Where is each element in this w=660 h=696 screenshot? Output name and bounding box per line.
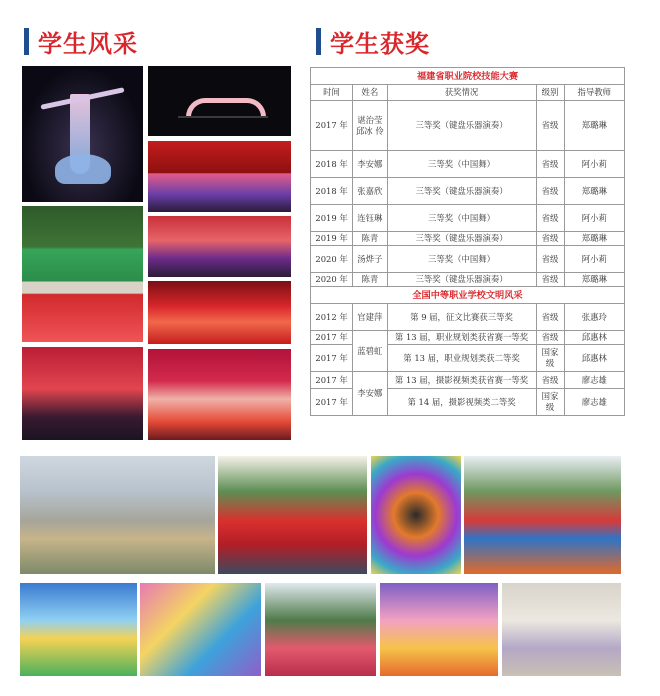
cell-desc: 三等奖（键盘乐器演奏） — [387, 101, 536, 151]
dance-solo-photo — [22, 66, 143, 202]
stage-group-photo — [148, 141, 291, 212]
table-header-row — [311, 85, 625, 101]
cell-level: 省级 — [536, 304, 564, 331]
cell-teacher: 阿小莉 — [564, 246, 624, 273]
cell-desc: 三等奖（键盘乐器演奏） — [387, 232, 536, 246]
cell-name: 李安娜 — [353, 372, 388, 416]
col-header: 指导教师 — [564, 85, 624, 101]
outdoor-dance-photo — [22, 206, 143, 342]
cell-teacher: 阿小莉 — [564, 205, 624, 232]
cartoon-painting-photo — [140, 583, 261, 676]
title-accent-bar — [316, 28, 321, 55]
right-section-title: 学生获奖 — [330, 30, 430, 58]
cell-year: 2020 年 — [311, 273, 353, 287]
col-header: 级别 — [536, 85, 564, 101]
cell-teacher: 郑璐琳 — [564, 273, 624, 287]
cell-level: 省级 — [536, 372, 564, 389]
cell-name: 连钰琳 — [353, 205, 388, 232]
cell-year: 2019 年 — [311, 205, 353, 232]
cell-year: 2017 年 — [311, 331, 353, 345]
cell-year: 2020 年 — [311, 246, 353, 273]
title-accent-bar — [24, 28, 29, 55]
cell-year: 2019 年 — [311, 232, 353, 246]
cell-teacher: 廖志雄 — [564, 389, 624, 416]
cell-desc: 第 14 届，摄影视频类二等奖 — [387, 389, 536, 416]
cell-year: 2012 年 — [311, 304, 353, 331]
cell-desc: 第 13 届，职业规划类获省赛一等奖 — [387, 331, 536, 345]
cell-name: 谌治莹 邱冰 伶 — [353, 101, 388, 151]
ink-painting-photo — [502, 583, 621, 676]
cell-name: 陈青 — [353, 273, 388, 287]
cell-name: 蓝碧虹 — [353, 331, 388, 372]
table-row — [311, 273, 625, 287]
col-header: 获奖情况 — [387, 85, 536, 101]
cell-name: 陈青 — [353, 232, 388, 246]
cell-level: 省级 — [536, 273, 564, 287]
table-caption-row — [311, 68, 625, 85]
cell-year: 2018 年 — [311, 178, 353, 205]
cell-teacher: 郑璐琳 — [564, 232, 624, 246]
table-caption: 福建省职业院校技能大赛 — [311, 68, 625, 85]
table-row — [311, 232, 625, 246]
cell-teacher: 廖志雄 — [564, 372, 624, 389]
left-section-title: 学生风采 — [38, 30, 138, 58]
cell-desc: 三等奖（中国舞） — [387, 205, 536, 232]
cell-year: 2017 年 — [311, 345, 353, 372]
cell-desc: 三等奖（中国舞） — [387, 246, 536, 273]
awards-table — [310, 67, 625, 416]
cell-level: 国家级 — [536, 345, 564, 372]
cell-level: 省级 — [536, 331, 564, 345]
painted-umbrella-photo — [371, 456, 461, 574]
cat-painting-photo — [380, 583, 498, 676]
cell-teacher: 阿小莉 — [564, 151, 624, 178]
table-row — [311, 205, 625, 232]
cell-level: 省级 — [536, 151, 564, 178]
cell-desc: 三等奖（中国舞） — [387, 151, 536, 178]
table-row — [311, 331, 625, 345]
cell-year: 2017 年 — [311, 372, 353, 389]
car-painting-photo — [20, 583, 137, 676]
competition-stage-photo — [22, 347, 143, 440]
cell-desc: 第 13 届，摄影视频类获省赛一等奖 — [387, 372, 536, 389]
cell-desc: 三等奖（键盘乐器演奏） — [387, 273, 536, 287]
right-section-header — [316, 24, 430, 59]
cell-level: 省级 — [536, 232, 564, 246]
red-stage-photo — [148, 281, 291, 344]
cell-level: 省级 — [536, 101, 564, 151]
cell-name: 汤烨子 — [353, 246, 388, 273]
stage-performance-photo — [148, 216, 291, 277]
table-row — [311, 372, 625, 389]
cell-level: 省级 — [536, 246, 564, 273]
cell-name: 官建萍 — [353, 304, 388, 331]
cell-desc: 第 13 届，职业规划类获二等奖 — [387, 345, 536, 372]
col-header: 时间 — [311, 85, 353, 101]
cell-teacher: 邱惠林 — [564, 345, 624, 372]
table-row — [311, 101, 625, 151]
cell-teacher: 张惠玲 — [564, 304, 624, 331]
cell-year: 2017 年 — [311, 389, 353, 416]
fashion-show-photo — [20, 456, 215, 574]
dance-backbend-photo — [148, 66, 291, 136]
table-caption-row — [311, 287, 625, 304]
cell-name: 李安娜 — [353, 151, 388, 178]
cell-teacher: 郑璐琳 — [564, 101, 624, 151]
table-row — [311, 178, 625, 205]
cell-level: 省级 — [536, 178, 564, 205]
cell-desc: 第 9 届，征文比赛获三等奖 — [387, 304, 536, 331]
cell-name: 张嘉欣 — [353, 178, 388, 205]
table-row — [311, 246, 625, 273]
cell-level: 国家级 — [536, 389, 564, 416]
choir-photo — [148, 349, 291, 440]
col-header: 姓名 — [353, 85, 388, 101]
umbrella-display-photo — [464, 456, 621, 574]
cell-level: 省级 — [536, 205, 564, 232]
outdoor-performance-photo — [265, 583, 376, 676]
cell-year: 2018 年 — [311, 151, 353, 178]
cell-teacher: 郑璐琳 — [564, 178, 624, 205]
left-section-header — [24, 24, 138, 59]
table-row — [311, 151, 625, 178]
umbrella-group-photo — [218, 456, 367, 574]
cell-teacher: 邱惠林 — [564, 331, 624, 345]
cell-desc: 三等奖（键盘乐器演奏） — [387, 178, 536, 205]
table-caption: 全国中等职业学校文明风采 — [311, 287, 625, 304]
table-row — [311, 304, 625, 331]
cell-year: 2017 年 — [311, 101, 353, 151]
